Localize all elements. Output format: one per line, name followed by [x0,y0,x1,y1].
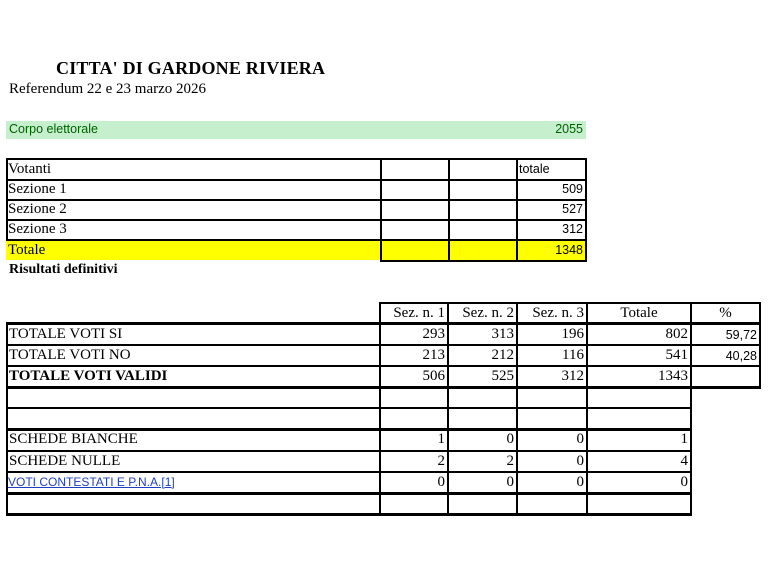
result-cell: 2 [506,453,514,469]
result-cell-percent: 40,28 [725,349,757,363]
result-cell: 1 [437,431,445,447]
result-row-label: TOTALE VOTI SI [9,326,123,342]
result-row-label-bold: TOTALE VOTI VALIDI [9,368,168,384]
votanti-header-label: Votanti [8,161,52,177]
risultati-heading: Risultati definitivi [9,262,118,277]
column-header-totale: Totale [620,305,658,321]
column-header-sez1: Sez. n. 1 [393,305,445,321]
result-cell: 0 [506,474,514,490]
result-cell: 293 [422,326,445,342]
result-cell-total: 1 [680,431,688,447]
result-cell-total: 541 [665,347,688,363]
result-cell-total: 4 [680,453,688,469]
result-cell: 0 [576,431,584,447]
result-cell: 2 [437,453,445,469]
votanti-total-fill-2 [450,241,516,260]
result-cell: 212 [491,347,514,363]
votanti-row-value: 312 [562,222,583,236]
column-header-sez3: Sez. n. 3 [532,305,584,321]
result-cell: 213 [422,347,445,363]
result-cell-total: 0 [680,474,688,490]
votanti-row-value: 509 [562,182,583,196]
votanti-row-label: Sezione 3 [8,221,67,237]
votanti-total-fill-1 [382,241,448,260]
result-cell: 506 [422,368,445,384]
page-subtitle: Referendum 22 e 23 marzo 2026 [9,81,207,97]
result-cell-total: 1343 [658,368,688,384]
result-cell: 0 [576,453,584,469]
schede-bianche-label: SCHEDE BIANCHE [9,431,138,447]
votanti-row-value: 527 [562,202,583,216]
votanti-header-total: totale [519,162,550,176]
votanti-row-label: Sezione 1 [8,181,67,197]
page-title: CITTA' DI GARDONE RIVIERA [56,58,326,78]
result-cell-total: 802 [665,326,688,342]
column-header-sez2: Sez. n. 2 [462,305,514,321]
result-cell: 0 [437,474,445,490]
corpo-elettorale-value: 2055 [555,122,583,136]
result-cell: 116 [562,347,584,363]
corpo-elettorale-row [6,121,586,139]
result-cell: 0 [576,474,584,490]
result-cell: 313 [491,326,514,342]
result-cell: 196 [561,326,584,342]
schede-nulle-label: SCHEDE NULLE [9,453,121,469]
result-cell: 0 [506,431,514,447]
result-cell: 312 [561,368,584,384]
votanti-total-label-fill [6,241,380,260]
votanti-total-value: 1348 [555,243,583,257]
corpo-elettorale-label: Corpo elettorale [9,122,98,136]
column-header-percent: % [719,305,732,321]
result-row-label: TOTALE VOTI NO [9,347,131,363]
result-cell-percent: 59,72 [725,328,757,342]
votanti-row-label: Sezione 2 [8,201,67,217]
voti-contestati-link[interactable]: VOTI CONTESTATI E P.N.A.[1] [8,475,175,489]
result-cell: 525 [491,368,514,384]
votanti-total-label: Totale [8,242,46,258]
